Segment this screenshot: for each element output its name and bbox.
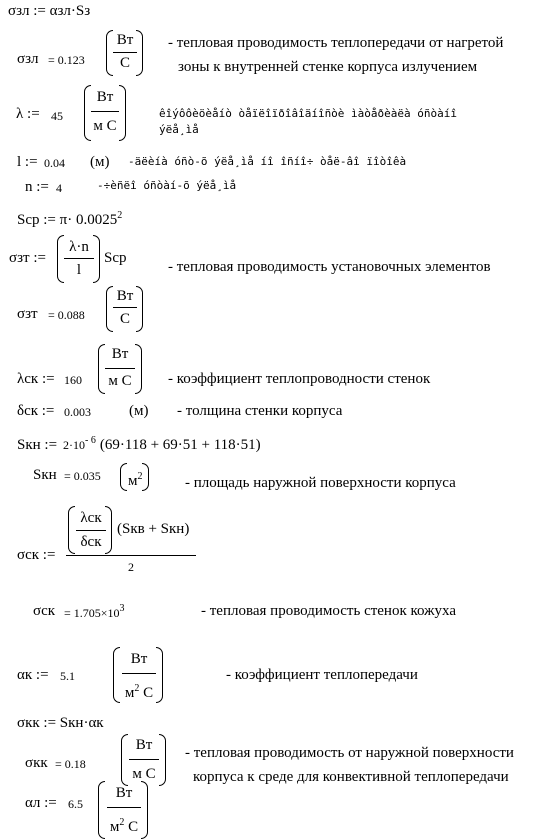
unit-den: С	[119, 311, 130, 327]
formula-sigma-zl-def[interactable]: σзл := αзл·Sз	[8, 3, 91, 19]
frac-num: λ·n	[69, 239, 89, 255]
def-skn-rest: (69·118 + 69·51 + 118·51)	[99, 437, 261, 453]
paren-left	[120, 463, 127, 491]
paren-right	[156, 647, 163, 703]
result-sigma-zl-value: = 0.123	[48, 53, 85, 67]
paren-right	[93, 235, 100, 283]
result-sigma-kk-value: = 0.18	[55, 757, 86, 771]
def-sigma-sk-name[interactable]: σск :=	[17, 547, 56, 563]
def-scp[interactable]	[17, 211, 122, 228]
unit-num: Вт	[111, 346, 129, 362]
def-skn-exp: - 6	[85, 435, 96, 446]
comment-sigma-zl-b: зоны к внутренней стенке корпуса излучением	[178, 59, 478, 75]
frac-num: λск	[80, 510, 102, 526]
def-sigma-sk-rest: (Sкв + Sкн)	[117, 521, 190, 537]
result-sigma-kk-name[interactable]: σкк	[25, 755, 48, 771]
def-lambda-sk-name[interactable]: λск :=	[17, 371, 55, 387]
def-delta-sk-name[interactable]: δск :=	[17, 403, 55, 419]
fraction-bar	[76, 530, 106, 531]
fraction-bar	[113, 52, 137, 53]
paren-right	[141, 781, 148, 839]
unit-num: Вт	[96, 89, 114, 105]
def-scp-exp: 2	[117, 210, 123, 221]
fraction-bar	[91, 111, 119, 112]
unit-den: С	[119, 55, 130, 71]
comment-skn: - площадь наружной поверхности корпуса	[185, 475, 456, 491]
comment-alpha-k: - коэффициент теплопередачи	[226, 667, 418, 683]
result-sigma-zl-name[interactable]: σзл	[17, 51, 39, 67]
unit-num: Вт	[115, 785, 133, 801]
def-delta-sk-unit: (м)	[129, 403, 149, 419]
def-alpha-l-name[interactable]: αл :=	[25, 795, 57, 811]
def-alpha-k-value: 5.1	[60, 669, 75, 683]
unit-num: Вт	[135, 737, 153, 753]
def-l-value: 0.04	[44, 156, 65, 170]
comment-sigma-zl-a: - тепловая проводимость теплопередачи от нагретой	[168, 35, 504, 51]
result-skn-name[interactable]: Sкн	[33, 467, 57, 483]
def-sigma-zt-rest: Scp	[104, 250, 127, 266]
fraction-bar	[64, 258, 94, 259]
def-lambda-sk-value: 160	[64, 373, 82, 387]
def-alpha-k-name[interactable]: αк :=	[17, 667, 49, 683]
comment-n: -÷èñëî óñòàí-õ ýëå¸ìå	[97, 179, 237, 192]
comment-l: -äëèíà óñò-õ ýëå¸ìå íî îñíî÷ òåë-âî ïîòîêà	[128, 155, 407, 168]
def-lambda-value: 45	[51, 109, 63, 123]
def-n-value: 4	[56, 181, 62, 195]
comment-sigma-kk-b: корпуса к среде для конвективной теплопередачи	[193, 769, 509, 785]
comment-sigma-sk: - тепловая проводимость стенок кожуха	[201, 603, 456, 619]
def-skn-value: 2·10	[63, 438, 86, 452]
formula-sigma-kk-def[interactable]: σкк := Sкн·αк	[17, 715, 104, 731]
unit-num: Вт	[130, 651, 148, 667]
result-skn-value: = 0.035	[64, 469, 101, 483]
unit-den: м С	[108, 373, 132, 389]
result-sigma-zt-value: = 0.088	[48, 308, 85, 322]
def-sigma-zt-name[interactable]: σзт :=	[9, 250, 46, 266]
paren-right	[105, 506, 112, 554]
def-delta-sk-value: 0.003	[64, 405, 91, 419]
fraction-bar	[113, 307, 137, 308]
fraction-bar	[129, 759, 159, 760]
def-skn[interactable]	[17, 436, 261, 453]
comment-delta-sk: - толщина стенки корпуса	[177, 403, 343, 419]
fraction-bar	[105, 368, 135, 369]
frac-den: δск	[80, 534, 102, 550]
comment-sigma-kk-a: - тепловая проводимость от наружной поверхности	[185, 745, 514, 761]
comment-lambda-a: êîýôôèöèåíò òåïëîïðîâîäíîñòè ìàòåðèàëà óñòàíî	[159, 107, 458, 120]
frac-den: l	[76, 262, 82, 278]
unit-m2: $м^2$	[128, 471, 143, 489]
unit-den: м С	[132, 766, 156, 782]
paren-right	[136, 286, 143, 332]
comment-lambda-b: ýëå¸ìå	[159, 123, 199, 136]
def-alpha-l-value: 6.5	[68, 797, 83, 811]
comment-sigma-zt: - тепловая проводимость установочных элементов	[168, 259, 491, 275]
unit-den: $м^2$ С	[124, 683, 154, 701]
paren-right	[135, 344, 142, 394]
unit-den: $м^2$ С	[109, 817, 139, 835]
result-sigma-sk-name[interactable]: σск	[33, 603, 56, 619]
def-skn-name: Sкн :=	[17, 437, 58, 453]
def-lambda-name[interactable]: λ :=	[16, 106, 40, 122]
paren-right	[136, 30, 143, 76]
comment-lambda-sk: - коэффициент теплопроводности стенок	[168, 371, 431, 387]
fraction-bar	[107, 807, 141, 808]
paren-right	[142, 463, 149, 491]
fraction-bar	[122, 673, 156, 674]
paren-right	[159, 734, 166, 786]
fraction-bar-main	[66, 555, 196, 556]
result-sigma-zt-name[interactable]: σзт	[17, 306, 38, 322]
def-l-name[interactable]: l :=	[17, 154, 38, 170]
frac-den-main: 2	[128, 560, 134, 574]
result-sigma-sk-value: = $1.705\times 10^3$	[64, 603, 125, 620]
def-l-unit: (м)	[90, 154, 110, 170]
def-n-name[interactable]: n :=	[25, 179, 49, 195]
unit-num: Вт	[116, 288, 134, 304]
unit-num: Вт	[116, 32, 134, 48]
paren-right	[119, 85, 126, 141]
unit-den: м С	[93, 118, 117, 134]
def-scp-expr: Scp := π· 0.0025	[17, 212, 118, 228]
